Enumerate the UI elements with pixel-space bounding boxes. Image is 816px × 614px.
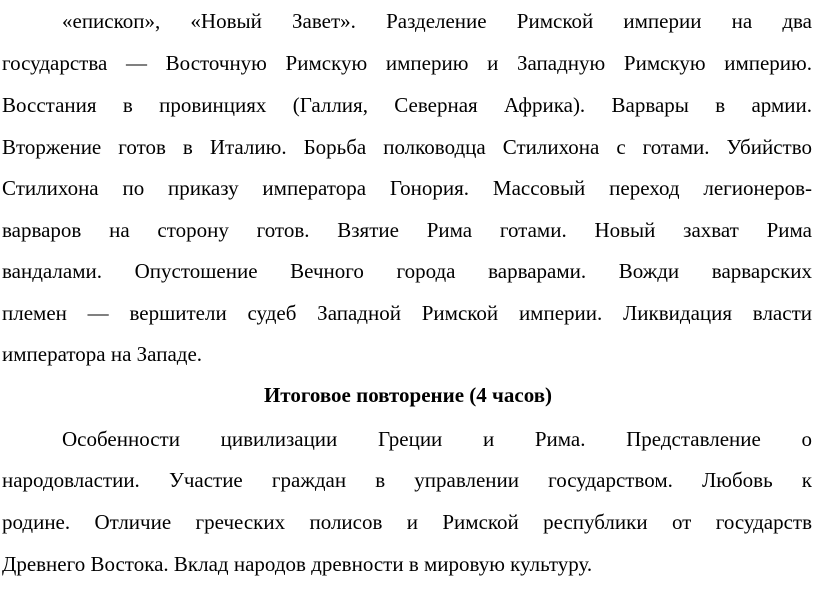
text-line: Восстания в провинциях (Галлия, Северная Африка). Варвары в армии. [2, 93, 812, 117]
text-line: родине. Отличие греческих полисов и Римской республики от государств [2, 510, 812, 534]
text-line: государства — Восточную Римскую империю и Западную Римскую империю. [2, 51, 812, 75]
text-line: Вторжение готов в Италию. Борьба полководца Стилихона с готами. Убийство [2, 135, 812, 159]
text-line: Особенности цивилизации Греции и Рима. Представление о [62, 427, 812, 451]
text-line: народовластии. Участие граждан в управлении государством. Любовь к [2, 468, 812, 492]
section-heading: Итоговое повторение (4 часов) [263, 383, 553, 407]
text-line: племен — вершители судеб Западной Римской империи. Ликвидация власти [2, 301, 812, 325]
text-line: варваров на сторону готов. Взятие Рима готами. Новый захват Рима [2, 218, 812, 242]
text-line: «епископ», «Новый Завет». Разделение Римской империи на два [62, 9, 812, 33]
text-line: вандалами. Опустошение Вечного города варварами. Вожди варварских [2, 259, 812, 283]
text-line: Стилихона по приказу императора Гонория. Массовый переход легионеров- [2, 176, 812, 200]
text-line: Древнего Востока. Вклад народов древности в мировую культуру. [2, 552, 593, 576]
text-line: императора на Западе. [2, 342, 203, 366]
